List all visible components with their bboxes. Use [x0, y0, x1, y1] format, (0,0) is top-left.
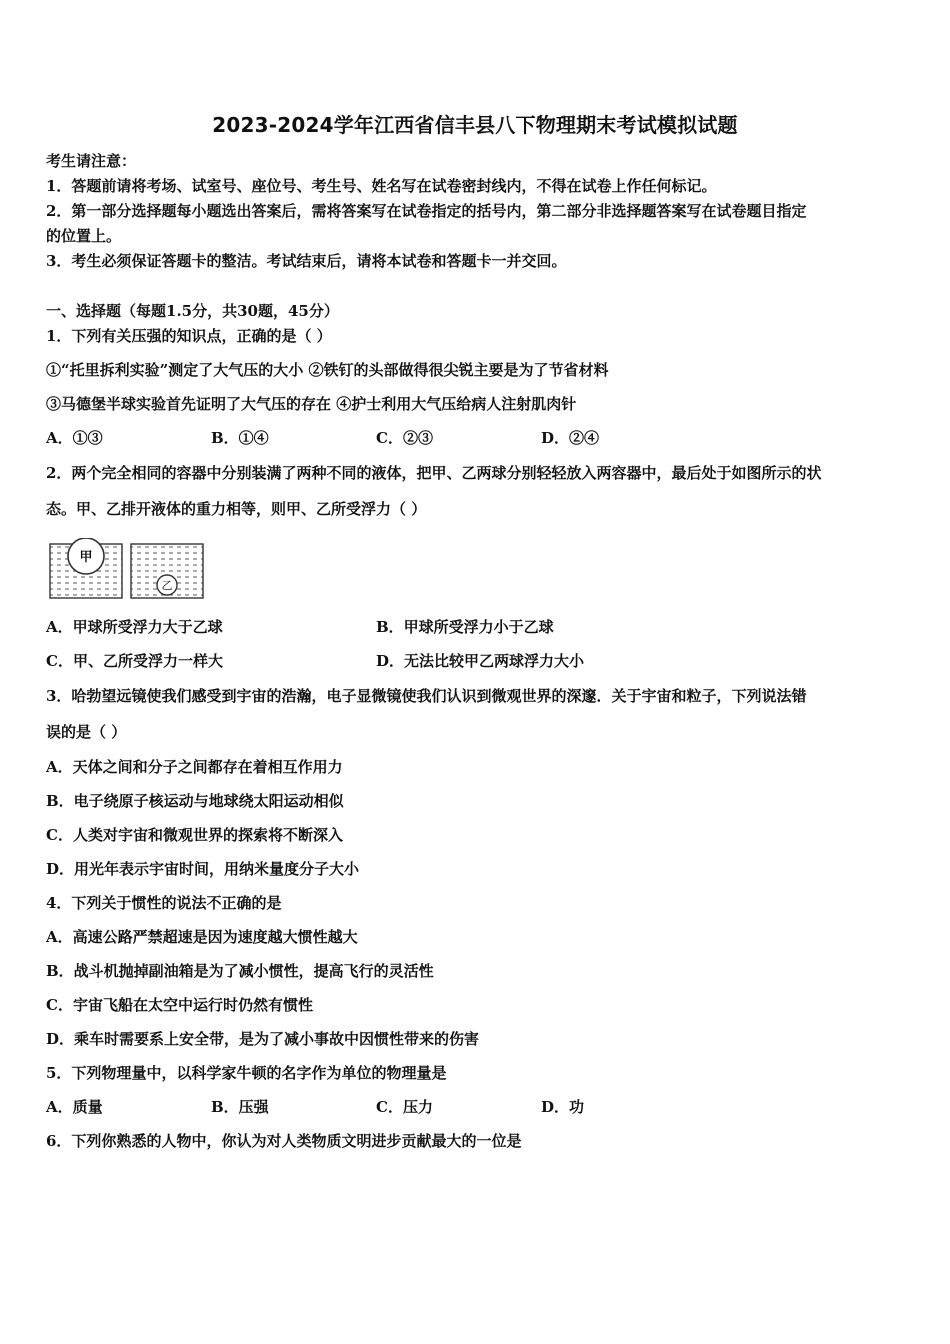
- question-1-statement: ③马德堡半球实验首先证明了大气压的存在 ④护士利用大气压给病人注射肌肉针: [46, 395, 577, 413]
- question-2-stem: 2．两个完全相同的容器中分别装满了两种不同的液体，把甲、乙两球分别轻轻放入两容器中，最后处于如图所示的状: [46, 464, 822, 482]
- question-1-statement: ①“托里拆利实验”测定了大气压的大小 ②铁钉的头部做得很尖锐主要是为了节省材料: [46, 361, 609, 379]
- question-3-option-d: D．用光年表示宇宙时间，用纳米量度分子大小: [46, 860, 360, 878]
- page-title: 2023-2024学年江西省信丰县八下物理期末考试模拟试题: [212, 113, 738, 137]
- question-1-option-d: D．②④: [541, 429, 600, 447]
- question-2-option-b: B．甲球所受浮力小于乙球: [376, 618, 554, 636]
- question-3-option-b: B．电子绕原子核运动与地球绕太阳运动相似: [46, 792, 344, 810]
- question-2-option-d: D．无法比较甲乙两球浮力大小: [376, 652, 585, 670]
- question-5-option-b: B．压强: [211, 1098, 269, 1116]
- question-5-option-d: D．功: [541, 1098, 585, 1116]
- question-1-option-c: C．②③: [376, 429, 433, 447]
- question-3-option-c: C．人类对宇宙和微观世界的探索将不断深入: [46, 826, 343, 844]
- question-1-stem: 1．下列有关压强的知识点，正确的是（ ）: [46, 327, 332, 345]
- containers-figure: [48, 538, 208, 600]
- notice-item: 3．考生必须保证答题卡的整洁。考试结束后，请将本试卷和答题卡一并交回。: [46, 252, 567, 270]
- question-2-option-a: A．甲球所受浮力大于乙球: [46, 618, 223, 636]
- section-heading: 一、选择题（每题1.5分，共30题，45分）: [46, 302, 339, 320]
- question-3-stem: 3．哈勃望远镜使我们感受到宇宙的浩瀚，电子显微镜使我们认识到微观世界的深邃．关于宇宙和粒子，下列说法错: [46, 687, 807, 705]
- question-2-stem: 态。甲、乙排开液体的重力相等，则甲、乙所受浮力（ ）: [46, 500, 427, 518]
- question-3-stem: 误的是（ ）: [46, 723, 127, 741]
- notice-item: 2．第一部分选择题每小题选出答案后，需将答案写在试卷指定的括号内，第二部分非选择题答案写在试卷题目指定: [46, 202, 807, 220]
- question-1-option-a: A．①③: [46, 429, 103, 447]
- container-yi: [131, 544, 203, 598]
- question-4-option-d: D．乘车时需要系上安全带，是为了减小事故中因惯性带来的伤害: [46, 1030, 480, 1048]
- question-3-option-a: A．天体之间和分子之间都存在着相互作用力: [46, 758, 343, 776]
- notice-item: 的位置上。: [46, 227, 122, 245]
- container-jia: [50, 538, 122, 598]
- ball-label-yi: 乙: [161, 579, 173, 592]
- question-4-option-b: B．战斗机抛掉副油箱是为了减小惯性，提高飞行的灵活性: [46, 962, 434, 980]
- notice-item: 1．答题前请将考场、试室号、座位号、考生号、姓名写在试卷密封线内，不得在试卷上作任何标记。: [46, 177, 717, 195]
- question-2-option-c: C．甲、乙所受浮力一样大: [46, 652, 223, 670]
- notice-heading: 考生请注意：: [46, 152, 137, 170]
- question-4-option-c: C．宇宙飞船在太空中运行时仍然有惯性: [46, 996, 313, 1014]
- question-5-option-c: C．压力: [376, 1098, 433, 1116]
- question-5-stem: 5．下列物理量中，以科学家牛顿的名字作为单位的物理量是: [46, 1064, 447, 1082]
- ball-label-jia: 甲: [79, 550, 93, 565]
- question-4-stem: 4．下列关于惯性的说法不正确的是: [46, 894, 282, 912]
- question-5-option-a: A．质量: [46, 1098, 103, 1116]
- question-1-option-b: B．①④: [211, 429, 269, 447]
- question-6-stem: 6．下列你熟悉的人物中，你认为对人类物质文明进步贡献最大的一位是: [46, 1132, 522, 1150]
- question-4-option-a: A．高速公路严禁超速是因为速度越大惯性越大: [46, 928, 358, 946]
